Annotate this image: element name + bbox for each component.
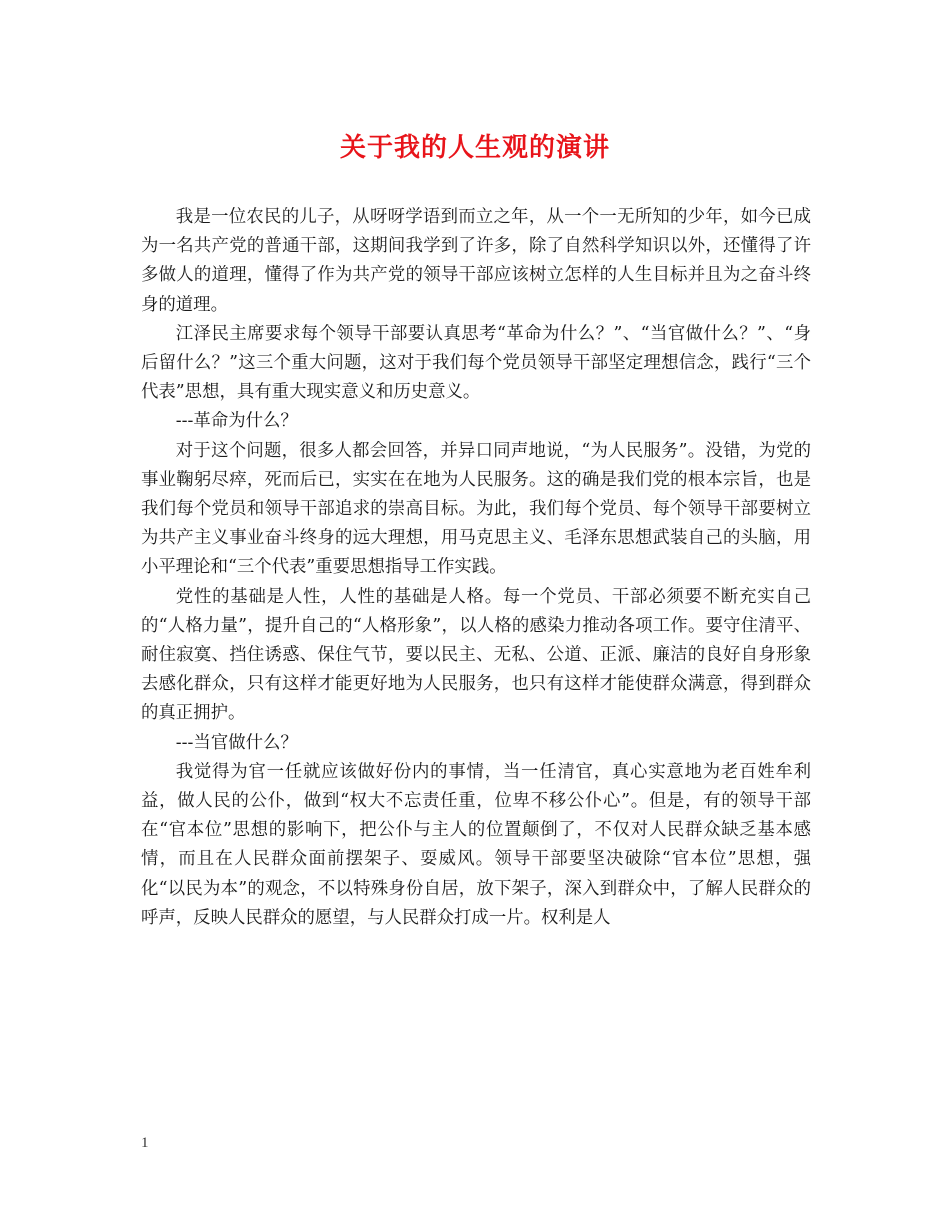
paragraph: 对于这个问题，很多人都会回答，并异口同声地说，“为人民服务”。没错，为党的事业鞠躬尽瘁，死而后已，实实在在地为人民服务。这的确是我们党的根本宗旨，也是我们每个党员和领导干部追求的崇高目标。为此，我们每个党员、每个领导干部要树立为共产主义事业奋斗终身的远大理想，用马克思主义、毛泽东思想武装自己的头脑，用小平理论和“三个代表”重要思想指导工作实践。	[141, 440, 811, 578]
page-number: 1	[141, 1135, 149, 1151]
paragraph: 江泽民主席要求每个领导干部要认真思考“革命为什么？”、“当官做什么？”、“身后留什么？”这三个重大问题，这对于我们每个党员领导干部坚定理想信念，践行“三个代表”思想，具有重大现实意义和历史意义。	[141, 323, 811, 403]
document-body	[141, 203, 811, 933]
section-heading: ---革命为什么？	[175, 411, 298, 432]
paragraph: 我是一位农民的儿子，从呀呀学语到而立之年，从一个一无所知的少年，如今已成为一名共产党的普通干部，这期间我学到了许多，除了自然科学知识以外，还懂得了许多做人的道理，懂得了作为共产党的领导干部应该树立怎样的人生目标并且为之奋斗终身的道理。	[141, 207, 811, 315]
section-heading: ---当官做什么？	[175, 732, 298, 753]
paragraph: 我觉得为官一任就应该做好份内的事情，当一任清官，真心实意地为老百姓牟利益，做人民的公仆，做到“权大不忘责任重，位卑不移公仆心”。但是，有的领导干部在“官本位”思想的影响下，把公仆与主人的位置颠倒了，不仅对人民群众缺乏基本感情，而且在人民群众面前摆架子、耍威风。领导干部要坚决破除“官本位”思想，强化“以民为本”的观念，不以特殊身份自居，放下架子，深入到群众中，了解人民群众的呼声，反映人民群众的愿望，与人民群众打成一片。权利是人	[141, 761, 811, 928]
document-title: 关于我的人生观的演讲	[339, 133, 610, 163]
paragraph: 党性的基础是人性，人性的基础是人格。每一个党员、干部必须要不断充实自己的“人格力量”，提升自己的“人格形象”，以人格的感染力推动各项工作。要守住清平、耐住寂寞、挡住诱惑、保住气节，要以民主、无私、公道、正派、廉洁的良好自身形象去感化群众，只有这样才能更好地为人民服务，也只有这样才能使群众满意，得到群众的真正拥护。	[141, 586, 811, 724]
